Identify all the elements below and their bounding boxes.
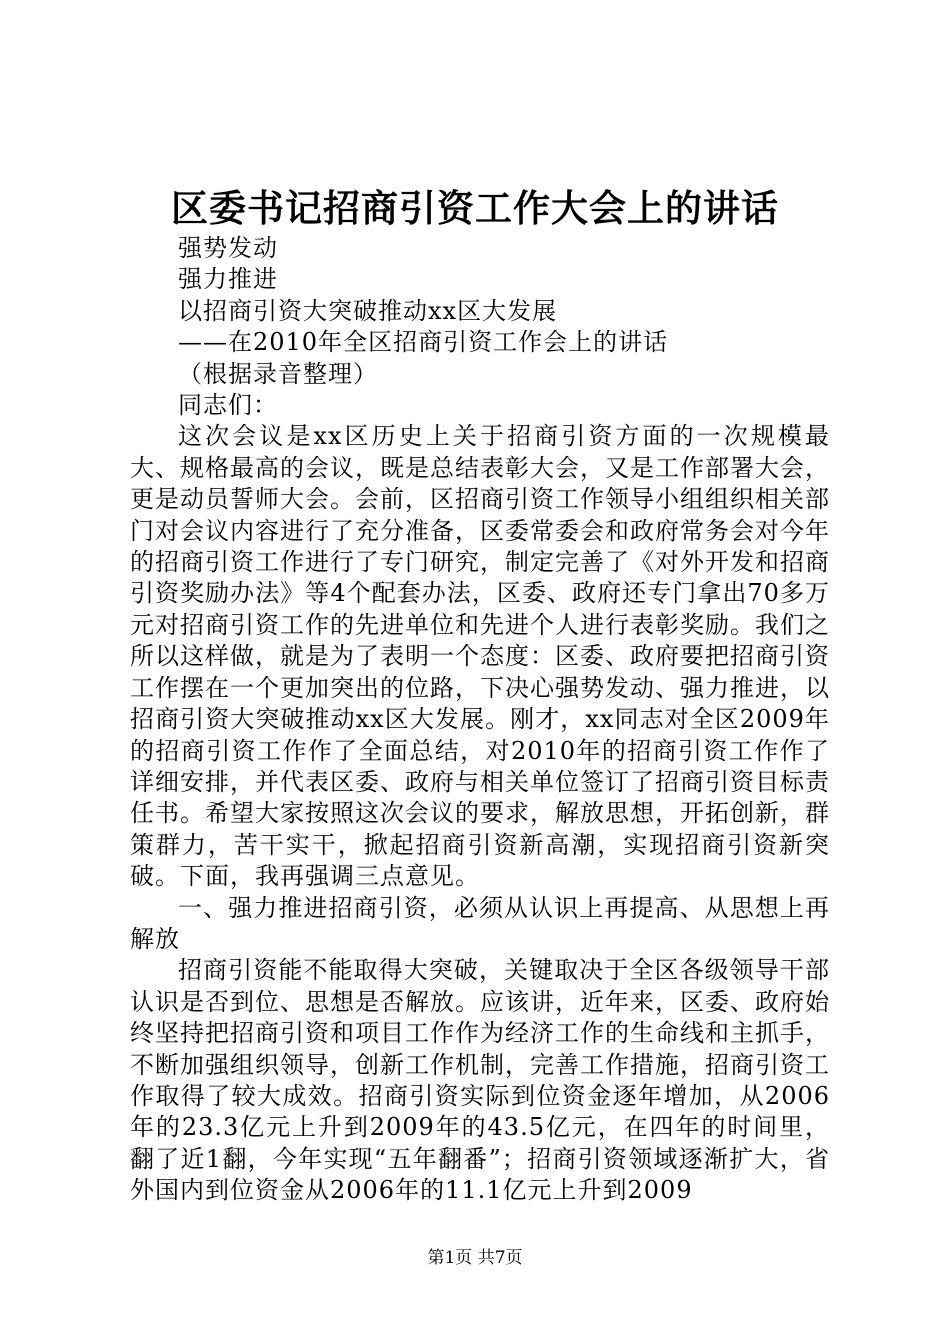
header-line: 以招商引资大突破推动xx区大发展 <box>178 296 558 325</box>
header-line: 强力推进 <box>178 265 278 294</box>
header-line: ——在2010年全区招商引资工作会上的讲话 <box>178 328 669 357</box>
header-line: （根据录音整理） <box>178 359 378 388</box>
paragraph: 这次会议是xx区历史上关于招商引资方面的一次规模最大、规格最高的会议，既是总结表彰大会，又是工作部署大会，更是动员誓师大会。会前，区招商引资工作领导小组组织相关部门对会议内容进行了充分准备，区委常委会和政府常务会对今年的招商引资工作进行了专门研究，制定完善了《对外开发和招商引资奖励办法》等4个配套办法，区委、政府还专门拿出70多万元对招商引资工作的先进单位和先进个人进行表彰奖励。我们之所以这样做，就是为了表明一个态度：区委、政府要把招商引资工作摆在一个更加突出的位路，下决心强势发动、强力推进，以招商引资大突破推动xx区大发展。刚才，xx同志对全区2009年的招商引资工作作了全面总结，对2010年的招商引资工作作了详细安排，并代表区委、政府与相关单位签订了招商引资目标责任书。希望大家按照这次会议的要求，解放思想，开拓创新，群策群力，苦干实干，掀起招商引资新高潮，实现招商引资新突破。下面，我再强调三点意见。 <box>130 422 830 891</box>
page-footer: 第1页 共7页 <box>427 1248 523 1268</box>
section-heading: 一、强力推进招商引资，必须从认识上再提高、从思想上再解放 <box>130 893 830 953</box>
header-line: 强势发动 <box>178 234 278 262</box>
document-body <box>130 233 830 1207</box>
paragraph: 招商引资能不能取得大突破，关键取决于全区各级领导干部认识是否到位、思想是否解放。应该讲，近年来，区委、政府始终坚持把招商引资和项目工作作为经济工作的生命线和主抓手，不断加强组织领导，创新工作机制，完善工作措施，招商引资工作取得了较大成效。招商引资实际到位资金逐年增加，从2006年的23.3亿元上升到2009年的43.5亿元，在四年的时间里，翻了近1翻，今年实现“五年翻番”；招商引资领域逐渐扩大，省外国内到位资金从2006年的11.1亿元上升到2009 <box>130 956 830 1205</box>
salutation: 同志们： <box>178 391 278 420</box>
document-title: 区委书记招商引资工作大会上的讲话 <box>171 186 779 230</box>
